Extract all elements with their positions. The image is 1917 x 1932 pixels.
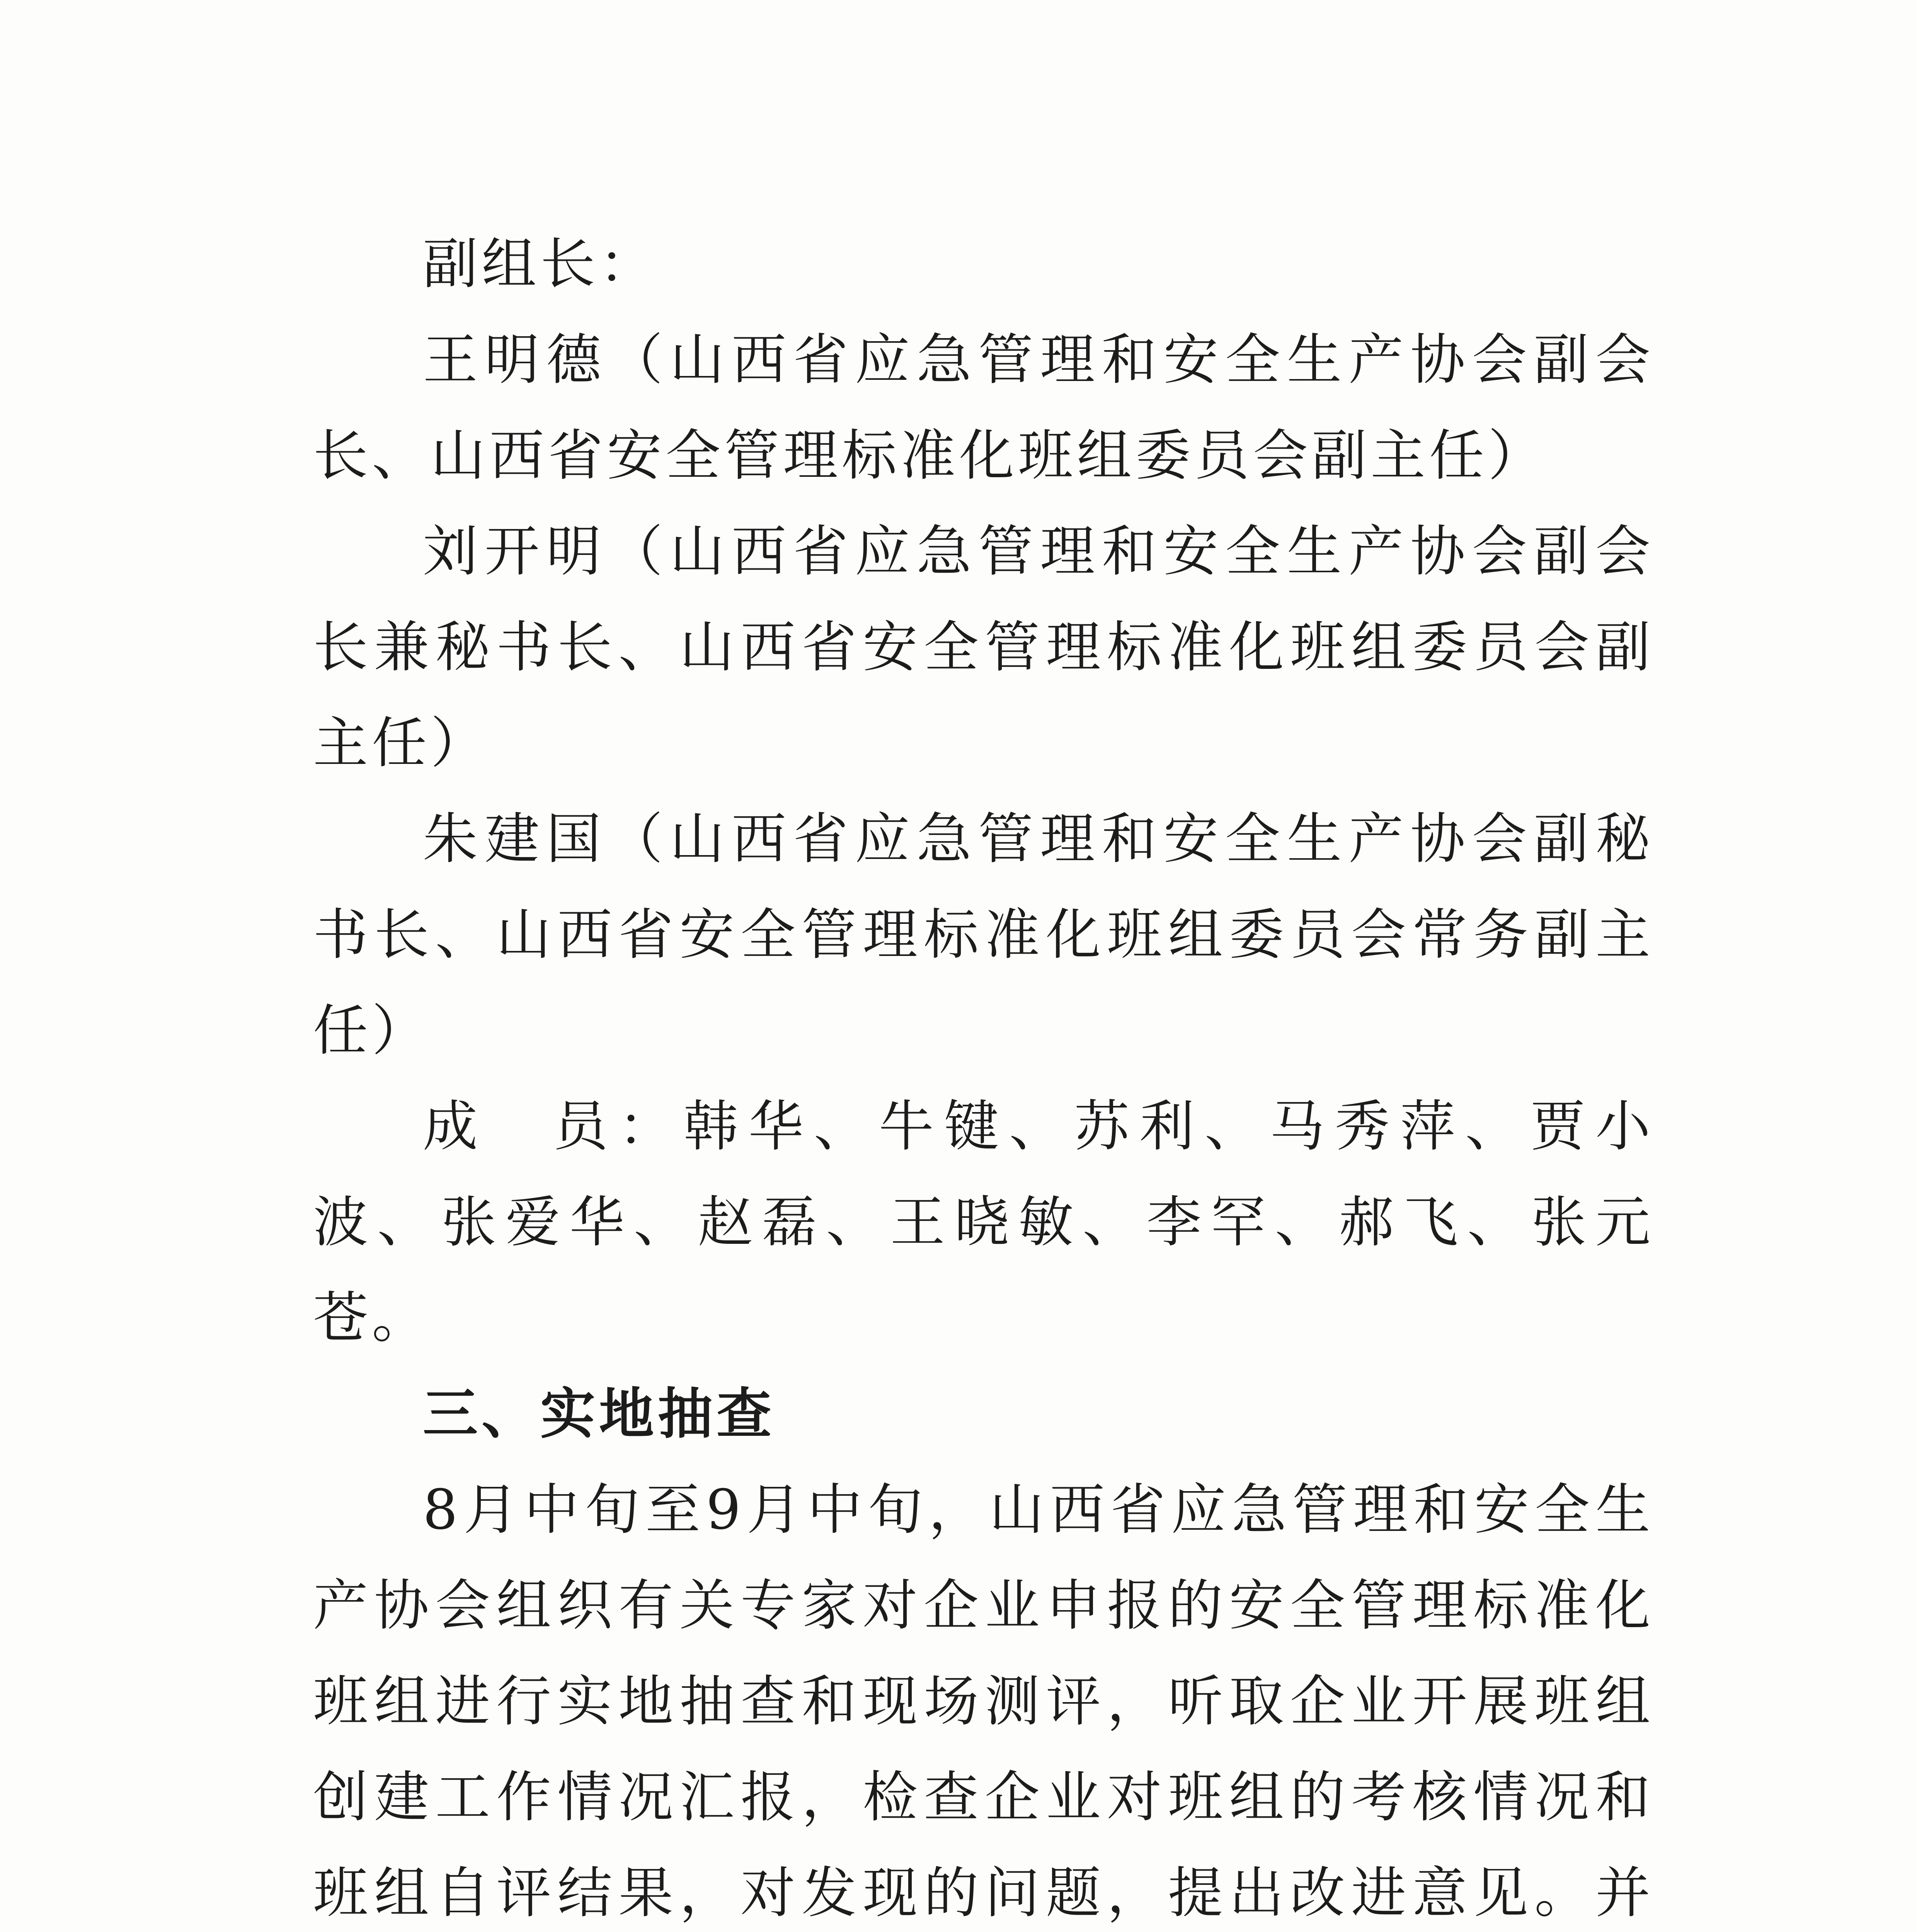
document-body <box>313 216 1654 1932</box>
members-paragraph: 成 员：韩华、牛键、苏利、马秀萍、贾小波、张爱华、赵磊、王晓敏、李罕、郝飞、张元苍。 <box>313 1095 1654 1350</box>
section-3-heading: 三、实地抽查 <box>423 1382 775 1446</box>
vice-leader-wang: 王明德（山西省应急管理和安全生产协会副会长、山西省安全管理标准化班组委员会副主任） <box>313 328 1654 488</box>
vice-leader-zhu: 朱建国（山西省应急管理和安全生产协会副秘书长、山西省安全管理标准化班组委员会常务副主任） <box>313 807 1654 1063</box>
vice-leader-liu: 刘开明（山西省应急管理和安全生产协会副会长兼秘书长、山西省安全管理标准化班组委员会副主任） <box>313 520 1654 775</box>
vice-leaders-label: 副组长： <box>423 232 658 296</box>
section-3-body: 8月中旬至9月中旬，山西省应急管理和安全生产协会组织有关专家对企业申报的安全管理标准化班组进行实地抽查和现场测评，听取企业开展班组创建工作情况汇报，检查企业对班组的考核情况和班组自评结果，对发现的问题，提出改进意见。并 <box>313 1478 1654 1925</box>
